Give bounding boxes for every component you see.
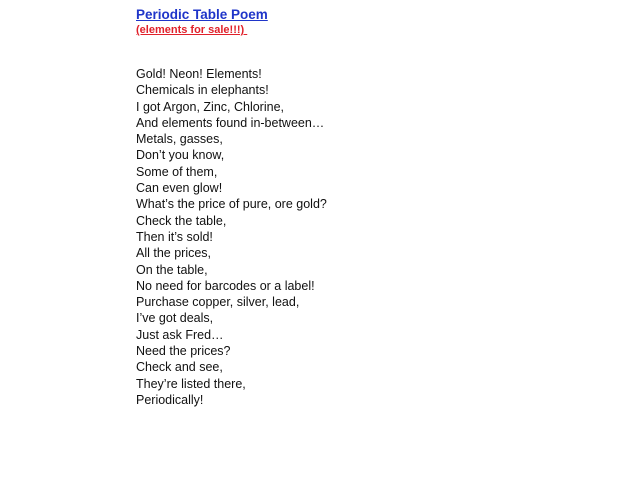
poem-line: All the prices, [136, 246, 212, 261]
poem-line: Check and see, [136, 360, 223, 375]
poem-line: Then it’s sold! [136, 229, 213, 244]
poem-line: Metals, gasses, [136, 132, 223, 147]
poem-line: I got Argon, Zinc, Chlorine, [136, 99, 284, 114]
poem-line: And elements found in-between… [136, 115, 325, 130]
poem-line: Just ask Fred… [136, 327, 224, 342]
poem-line: Check the table, [136, 213, 227, 228]
poem-line: They’re listed there, [136, 376, 246, 391]
poem-line: Can even glow! [136, 181, 223, 196]
poem-line: Need the prices? [136, 344, 231, 359]
poem-line: Gold! Neon! Elements! [136, 67, 262, 81]
poem-line: What’s the price of pure, ore gold? [136, 197, 327, 212]
poem-line: Some of them, [136, 164, 218, 179]
poem-line: No need for barcodes or a label! [136, 278, 315, 293]
poem-subtitle: (elements for sale!!!) [136, 24, 248, 36]
poem-line: Purchase copper, silver, lead, [136, 295, 300, 310]
poem-line: I’ve got deals, [136, 311, 214, 326]
poem-line: Chemicals in elephants! [136, 83, 269, 98]
poem-line: Periodically! [136, 392, 204, 407]
poem-title: Periodic Table Poem [136, 7, 268, 22]
poem-line: Don’t you know, [136, 148, 225, 163]
poem-body [136, 66, 327, 408]
poem-line: On the table, [136, 262, 208, 277]
document-page [136, 6, 556, 407]
